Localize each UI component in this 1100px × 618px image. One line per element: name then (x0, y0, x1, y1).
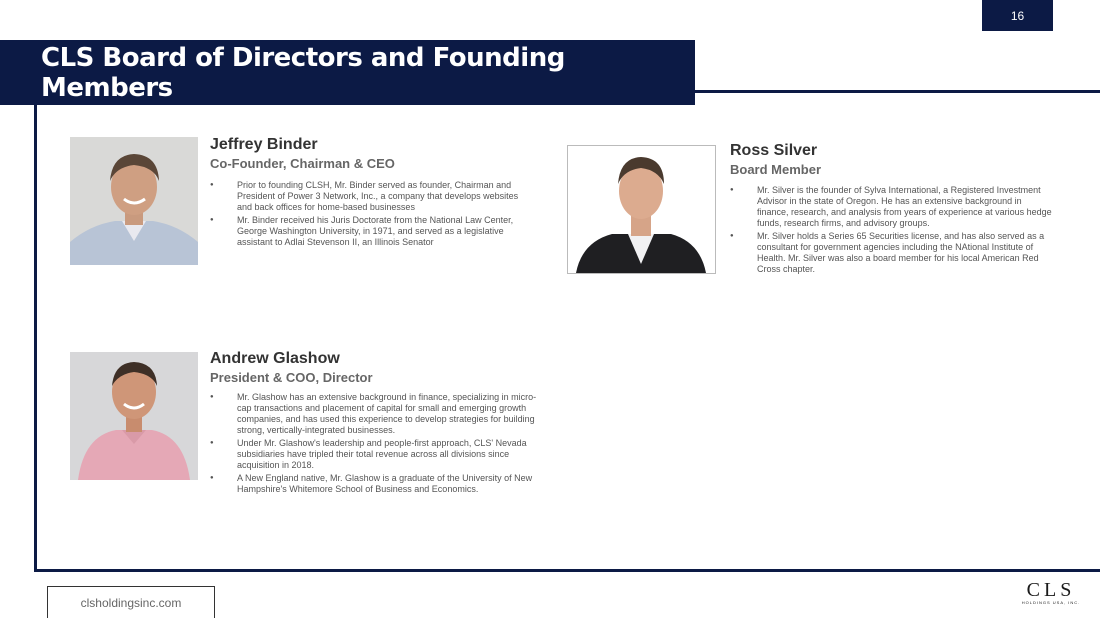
frame-left-rule (34, 105, 37, 572)
member-bullets (210, 392, 550, 497)
bullet-item: ● A New England native, Mr. Glashow is a graduate of the University of New Hampshire's Whitemore School of Business and Economics. (210, 473, 550, 495)
member-name: Jeffrey Binder (210, 136, 318, 153)
member-role: Co-Founder, Chairman & CEO (210, 156, 395, 171)
bullet-item: ● Mr. Silver is the founder of Sylva International, a Registered Investment Advisor in the state of Oregon. He has an extensive background in finance, research, and analysis from years of experience at various hedge funds, research firms, and advisory groups. (730, 185, 1052, 229)
website-link[interactable]: clsholdingsinc.com (47, 586, 215, 618)
member-name: Ross Silver (730, 142, 818, 159)
bullet-item: ● Mr. Silver holds a Series 65 Securities license, and has also served as a consultant for government agencies including the NAtional Institute of Health. Mr. Silver was also a board member for his local American Red Cross chapter. (730, 231, 1052, 275)
logo-subtext: HOLDINGS USA, INC. (1021, 600, 1081, 605)
logo-text: CLS (1026, 579, 1076, 601)
page-number: 16 (982, 0, 1053, 31)
frame-bottom-rule (34, 569, 1100, 572)
cls-logo (1020, 580, 1082, 605)
member-name: Andrew Glashow (210, 350, 340, 367)
bullet-item: ● Mr. Glashow has an extensive background in finance, specializing in micro-cap transactions and placement of capital for small and emerging growth companies, and has used this experience to develop strategies for building strong, vertically-integrated businesses. (210, 392, 550, 436)
page-title: CLS Board of Directors and Founding Members (41, 42, 565, 103)
bullet-item: ● Under Mr. Glashow's leadership and people-first approach, CLS' Nevada subsidiaries have tripled their total revenue across all divisions since acquisition in 2018. (210, 438, 550, 471)
bullet-item: ● Mr. Binder received his Juris Doctorate from the National Law Center, George Washington University, in 1971, and served as a legislative assistant to Adlai Stevenson II, an Illinois Senator (210, 215, 530, 248)
title-banner (0, 40, 695, 105)
frame-top-rule (695, 90, 1100, 93)
member-bullets (730, 185, 1052, 277)
jeffrey-binder-photo (70, 137, 198, 265)
member-role: President & COO, Director (210, 370, 373, 385)
bullet-item: ● Prior to founding CLSH, Mr. Binder served as founder, Chairman and President of Power 3 Network, Inc., a company that develops websites and back offices for home-based businesses (210, 180, 530, 213)
member-role: Board Member (730, 162, 822, 177)
ross-silver-photo (567, 145, 716, 274)
member-bullets (210, 180, 530, 250)
andrew-glashow-photo (70, 352, 198, 480)
